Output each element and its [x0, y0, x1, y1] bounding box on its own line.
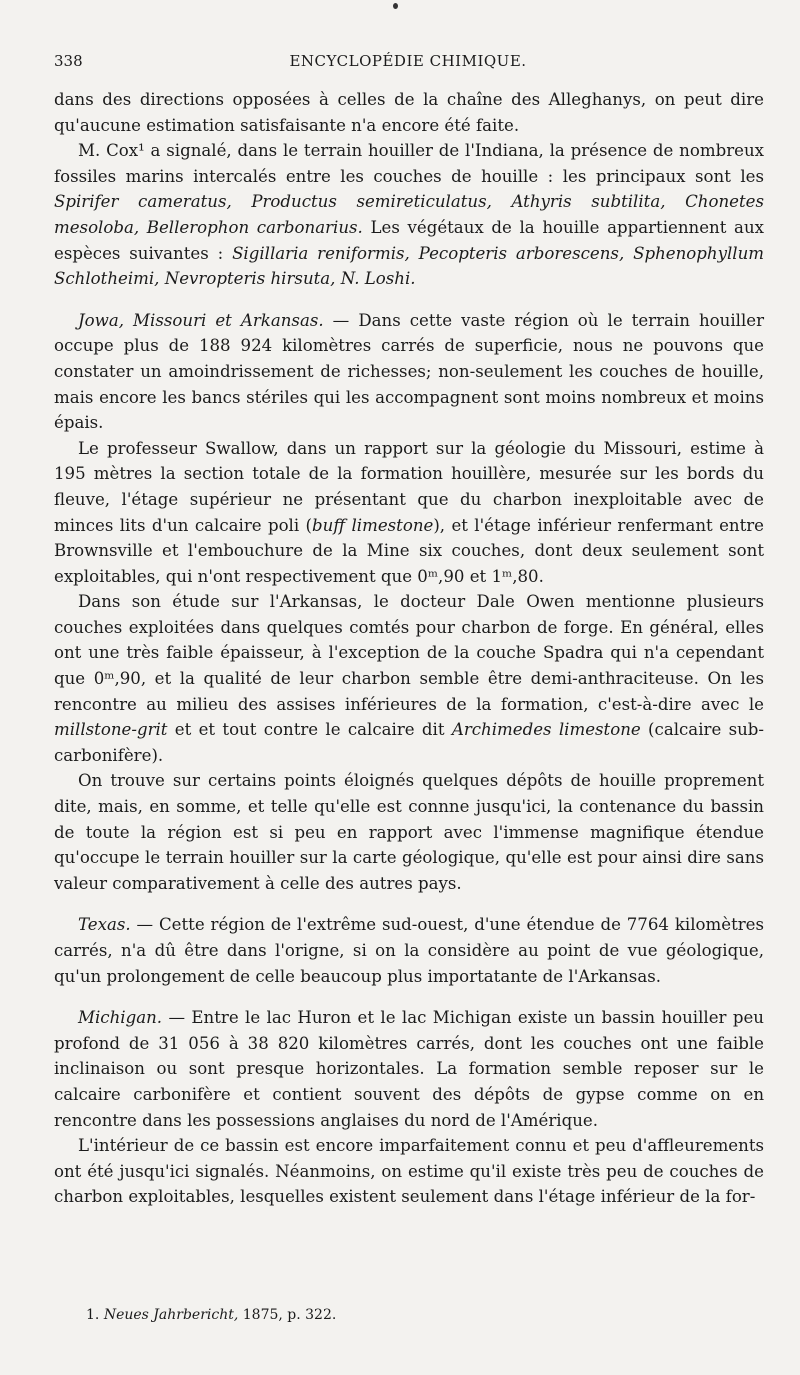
page-number: 338 [54, 52, 83, 70]
italic-span: Neues Jahrbericht, [103, 1307, 239, 1323]
text-span: ), et l'étage inférieur renfermant entre Brownsville et l'embouchure de la Mine six couches, dont deux seulement sont exploitables, qui n'ont respectivement que 0ᵐ,90 et 1ᵐ,80. [54, 515, 765, 586]
italic-span: Jowa, Missouri et Arkansas. [78, 310, 324, 330]
text-span: 1875, p. 322. [238, 1307, 337, 1323]
text-span: et et tout contre le calcaire dit [167, 720, 452, 740]
text-span: (calcaire sub-carbonifère). [54, 720, 765, 765]
text-span: On trouve sur certains points éloignés quelques dépôts de houille proprement dite, mais, en somme, et telle qu'elle est connne jusqu'ici, la contenance du bassin de toute la région est si peu en rapport avec l'immense magnifique étendue qu'occupe le terrain houiller sur la carte géologique, qu'elle est pour ainsi dire sans valeur comparativement à celle des autres pays. [54, 771, 764, 893]
text-span: Les végétaux de la houille appartiennent aux espèces suivantes : [54, 217, 764, 263]
italic-span: Texas. [78, 915, 131, 935]
text-span: 1. [86, 1307, 104, 1323]
text-span: Dans son étude sur l'Arkansas, le docteur Dale Owen mentionne plusieurs couches exploitées dans quelques comtés pour charbon de forge. En général, elles ont une très faible épaisseur, à l'exception de la couche Spadra qui n'a cependant que 0ᵐ,90, et la qualité de leur charbon semble être demi-anthraciteuse. On les rencontre au milieu des assises inférieures de la formation, c'est-à-dire avec le [54, 592, 764, 714]
text-span: — Cette région de l'extrême sud-ouest, d'une étendue de 7764 kilomètres carrés, n'a dû être dans l'origne, si on la considère au point de vue géologique, qu'un prolongement de celle beaucoup plus importatante de l'Arkansas. [54, 915, 764, 986]
paragraph [54, 1005, 764, 1133]
paragraph [54, 768, 764, 896]
paragraph [54, 138, 764, 292]
paragraph [54, 436, 764, 590]
text-span: dans des directions opposées à celles de la chaîne des Alleghanys, on peut dire qu'aucune estimation satisfaisante n'a encore été faite. [54, 90, 764, 135]
text-span: L'intérieur de ce bassin est encore imparfaitement connu et peu d'affleurements ont été jusqu'ici signalés. Néanmoins, on estime qu'il existe très peu de couches de charbon exploitables, lesquelles existent seulement dans l'étage inférieur de la for- [54, 1136, 764, 1207]
italic-span: Michigan. [78, 1008, 163, 1028]
paragraph [54, 912, 764, 989]
italic-span: Spirifer cameratus, Productus semireticulatus, Athyris subtilita, Chonetes mesoloba, Bellerophon carbonarius. [54, 192, 764, 237]
page-header [54, 52, 762, 76]
running-title: ENCYCLOPÉDIE CHIMIQUE. [289, 52, 527, 70]
footnote [86, 1307, 336, 1323]
italic-span: buff limestone [312, 515, 434, 535]
text-span: M. Cox¹ a signalé, dans le terrain houiller de l'Indiana, la présence de nombreux fossiles marins intercalés entre les couches de houille : les principaux sont les [54, 141, 764, 186]
paragraph [54, 1133, 764, 1210]
text-span: Le professeur Swallow, dans un rapport sur la géologie du Missouri, estime à 195 mètres la section totale de la formation houillère, mesurée sur les bords du fleuve, l'étage supérieur ne présentant que du charbon inexploitable avec de minces lits d'un calcaire poli ( [54, 438, 764, 535]
paragraph [54, 87, 764, 138]
paragraph [54, 589, 764, 768]
italic-span: Archimedes limestone [451, 720, 641, 740]
paragraph [54, 308, 764, 436]
text-span: — Entre le lac Huron et le lac Michigan existe un bassin houiller peu profond de 31 056 à 38 820 kilomètres carrés, dont les couches ont une faible inclinaison ou sont presque horizontales. La formation semble reposer sur le calcaire carbonifère et contient souvent des dépôts de gypse comme on en rencontre dans les possessions anglaises du nord de l'Amérique. [54, 1008, 764, 1130]
italic-span: millstone-grit [54, 720, 168, 740]
italic-span: Sigillaria reniformis, Pecopteris arborescens, Sphenophyllum Schlotheimi, Nevropteris hirsuta, N. Loshi. [54, 243, 764, 289]
ink-speck [393, 3, 398, 9]
body-text [54, 87, 764, 1210]
text-span: — Dans cette vaste région où le terrain houiller occupe plus de 188 924 kilomètres carrés de superficie, nous ne pouvons que constater un amoindrissement de richesses; non-seulement les couches de houille, mais encore les bancs stériles qui les accompagnent sont moins nombreux et moins épais. [54, 310, 765, 433]
